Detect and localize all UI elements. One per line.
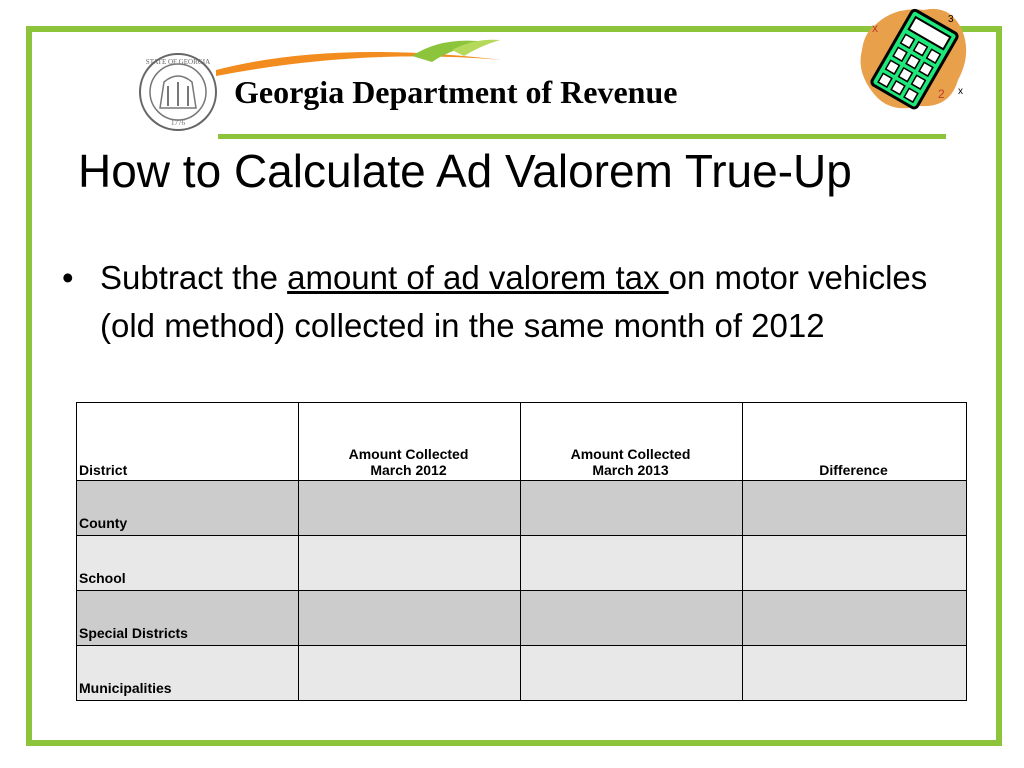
row-label-special-districts: Special Districts — [77, 591, 299, 646]
cell-2013 — [521, 591, 743, 646]
cell-difference — [743, 591, 967, 646]
cell-2013 — [521, 536, 743, 591]
header-difference: Difference — [743, 403, 967, 481]
cell-2013 — [521, 646, 743, 701]
calculator-icon — [854, 2, 974, 120]
svg-text:x: x — [872, 21, 878, 35]
table-row — [77, 646, 967, 701]
bullet-text-before: Subtract the — [100, 259, 288, 296]
bullet-point — [62, 254, 962, 350]
seal-text: STATE OF GEORGIA — [145, 58, 211, 66]
bullet-text-underlined: amount of ad valorem tax — [287, 259, 669, 296]
cell-2012 — [299, 481, 521, 536]
svg-text:2: 2 — [938, 87, 945, 101]
header-march-2013: Amount Collected March 2013 — [521, 403, 743, 481]
bullet-text-after: on motor vehicles (old method) collected in the same month of 2012 — [100, 259, 928, 344]
cell-2012 — [299, 536, 521, 591]
table-header-row — [77, 403, 967, 481]
header-district: District — [77, 403, 299, 481]
row-label-school: School — [77, 536, 299, 591]
cell-2012 — [299, 591, 521, 646]
state-seal-icon — [138, 52, 218, 132]
table-row — [77, 481, 967, 536]
cell-difference — [743, 646, 967, 701]
cell-2013 — [521, 481, 743, 536]
true-up-table — [76, 402, 967, 701]
seal-year: 1776 — [171, 119, 185, 127]
svg-text:3: 3 — [948, 14, 954, 25]
bullet-text — [100, 254, 962, 350]
header-rule — [218, 134, 946, 139]
svg-text:x: x — [958, 86, 963, 97]
table-row — [77, 591, 967, 646]
bullet-marker: • — [62, 259, 74, 296]
row-label-municipalities: Municipalities — [77, 646, 299, 701]
cell-difference — [743, 536, 967, 591]
cell-difference — [743, 481, 967, 536]
row-label-county: County — [77, 481, 299, 536]
header-march-2012: Amount Collected March 2012 — [299, 403, 521, 481]
cell-2012 — [299, 646, 521, 701]
org-title: Georgia Department of Revenue — [234, 74, 678, 110]
table-row — [77, 536, 967, 591]
slide-title: How to Calculate Ad Valorem True-Up — [78, 145, 852, 197]
